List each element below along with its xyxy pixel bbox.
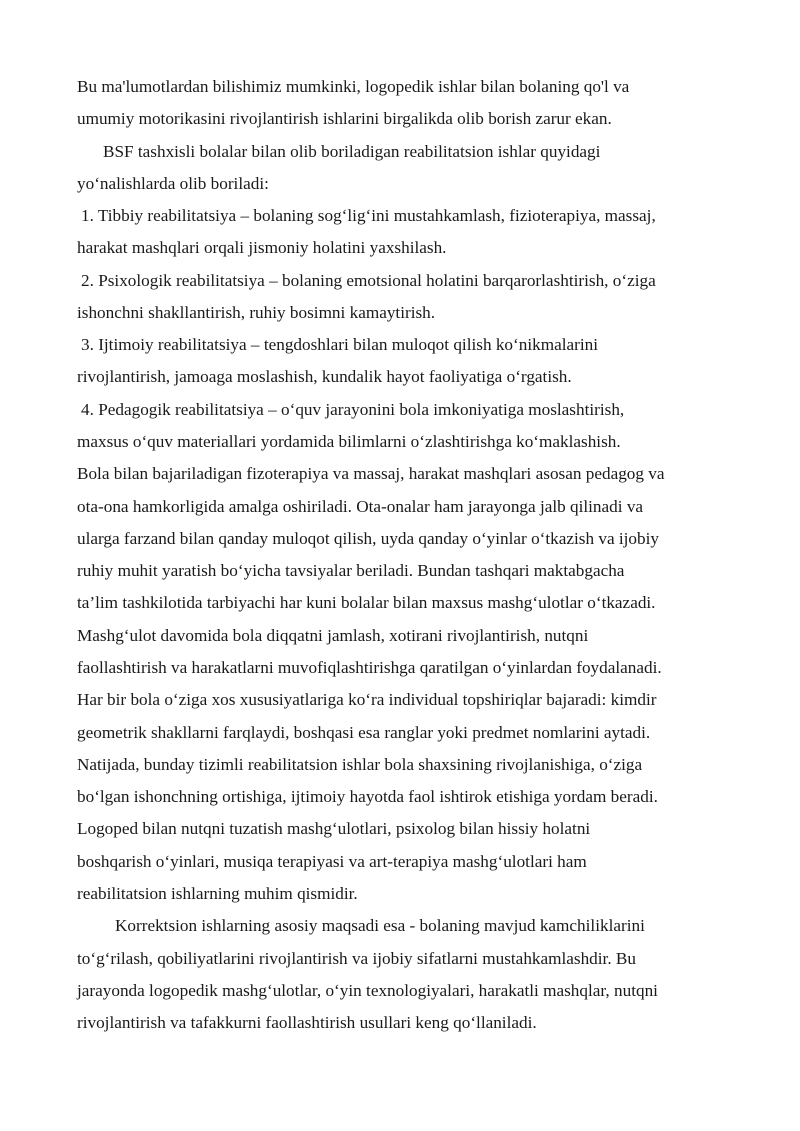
- text-line: faollashtirish va harakatlarni muvofiqlashtirishga qaratilgan o‘yinlardan foydalanadi.: [77, 658, 662, 677]
- text-line: 1. Tibbiy reabilitatsiya – bolaning sog‘lig‘ini mustahkamlash, fizioterapiya, massaj,: [81, 206, 656, 225]
- text-line: Har bir bola o‘ziga xos xususiyatlariga ko‘ra individual topshiriqlar bajaradi: kimdir: [77, 690, 657, 709]
- text-line: rivojlantirish va tafakkurni faollashtirish usullari keng qo‘llaniladi.: [77, 1013, 537, 1032]
- text-line: jarayonda logopedik mashg‘ulotlar, o‘yin texnologiyalari, harakatli mashqlar, nutqni: [77, 981, 658, 1000]
- text-line: boshqarish o‘yinlari, musiqa terapiyasi va art-terapiya mashg‘ulotlari ham: [77, 852, 587, 871]
- text-line: rivojlantirish, jamoaga moslashish, kundalik hayot faoliyatiga o‘rgatish.: [77, 367, 572, 386]
- text-line: bo‘lgan ishonchning ortishiga, ijtimoiy hayotda faol ishtirok etishiga yordam beradi.: [77, 787, 658, 806]
- text-line: Bola bilan bajariladigan fizoterapiya va massaj, harakat mashqlari asosan pedagog va: [77, 464, 665, 483]
- text-line: 4. Pedagogik reabilitatsiya – o‘quv jarayonini bola imkoniyatiga moslashtirish,: [81, 400, 625, 419]
- text-line: Bu ma'lumotlardan bilishimiz mumkinki, logopedik ishlar bilan bolaning qo'l va: [77, 77, 630, 96]
- text-line: BSF tashxisli bolalar bilan olib boriladigan reabilitatsion ishlar quyidagi: [103, 142, 601, 161]
- text-line: ta’lim tashkilotida tarbiyachi har kuni bolalar bilan maxsus mashg‘ulotlar o‘tkazadi.: [77, 593, 656, 612]
- text-line: ota-ona hamkorligida amalga oshiriladi. Ota-onalar ham jarayonga jalb qilinadi va: [77, 497, 644, 516]
- text-line: 2. Psixologik reabilitatsiya – bolaning emotsional holatini barqarorlashtirish, o‘ziga: [81, 271, 656, 290]
- text-line: yo‘nalishlarda olib boriladi:: [77, 174, 269, 193]
- text-line: Logoped bilan nutqni tuzatish mashg‘ulotlari, psixolog bilan hissiy holatni: [77, 819, 591, 838]
- text-line: umumiy motorikasini rivojlantirish ishlarini birgalikda olib borish zarur ekan.: [77, 109, 612, 128]
- text-line: harakat mashqlari orqali jismoniy holatini yaxshilash.: [77, 238, 447, 257]
- text-line: reabilitatsion ishlarning muhim qismidir.: [77, 884, 358, 903]
- text-line: Natijada, bunday tizimli reabilitatsion ishlar bola shaxsining rivojlanishiga, o‘ziga: [77, 755, 643, 774]
- text-line: Korrektsion ishlarning asosiy maqsadi esa - bolaning mavjud kamchiliklarini: [115, 916, 645, 935]
- text-line: ishonchni shakllantirish, ruhiy bosimni kamaytirish.: [77, 303, 436, 322]
- text-line: geometrik shakllarni farqlaydi, boshqasi esa ranglar yoki predmet nomlarini aytadi.: [77, 723, 651, 742]
- text-line: to‘g‘rilash, qobiliyatlarini rivojlantirish va ijobiy sifatlarni mustahkamlashdir. Bu: [77, 949, 636, 968]
- text-line: ruhiy muhit yaratish bo‘yicha tavsiyalar beriladi. Bundan tashqari maktabgacha: [77, 561, 625, 580]
- text-line: Mashg‘ulot davomida bola diqqatni jamlash, xotirani rivojlantirish, nutqni: [77, 626, 589, 645]
- text-line: ularga farzand bilan qanday muloqot qilish, uyda qanday o‘yinlar o‘tkazish va ijobiy: [77, 529, 659, 548]
- text-line: 3. Ijtimoiy reabilitatsiya – tengdoshlari bilan muloqot qilish ko‘nikmalarini: [81, 335, 598, 354]
- text-line: maxsus o‘quv materiallari yordamida bilimlarni o‘zlashtirishga ko‘maklashish.: [77, 432, 621, 451]
